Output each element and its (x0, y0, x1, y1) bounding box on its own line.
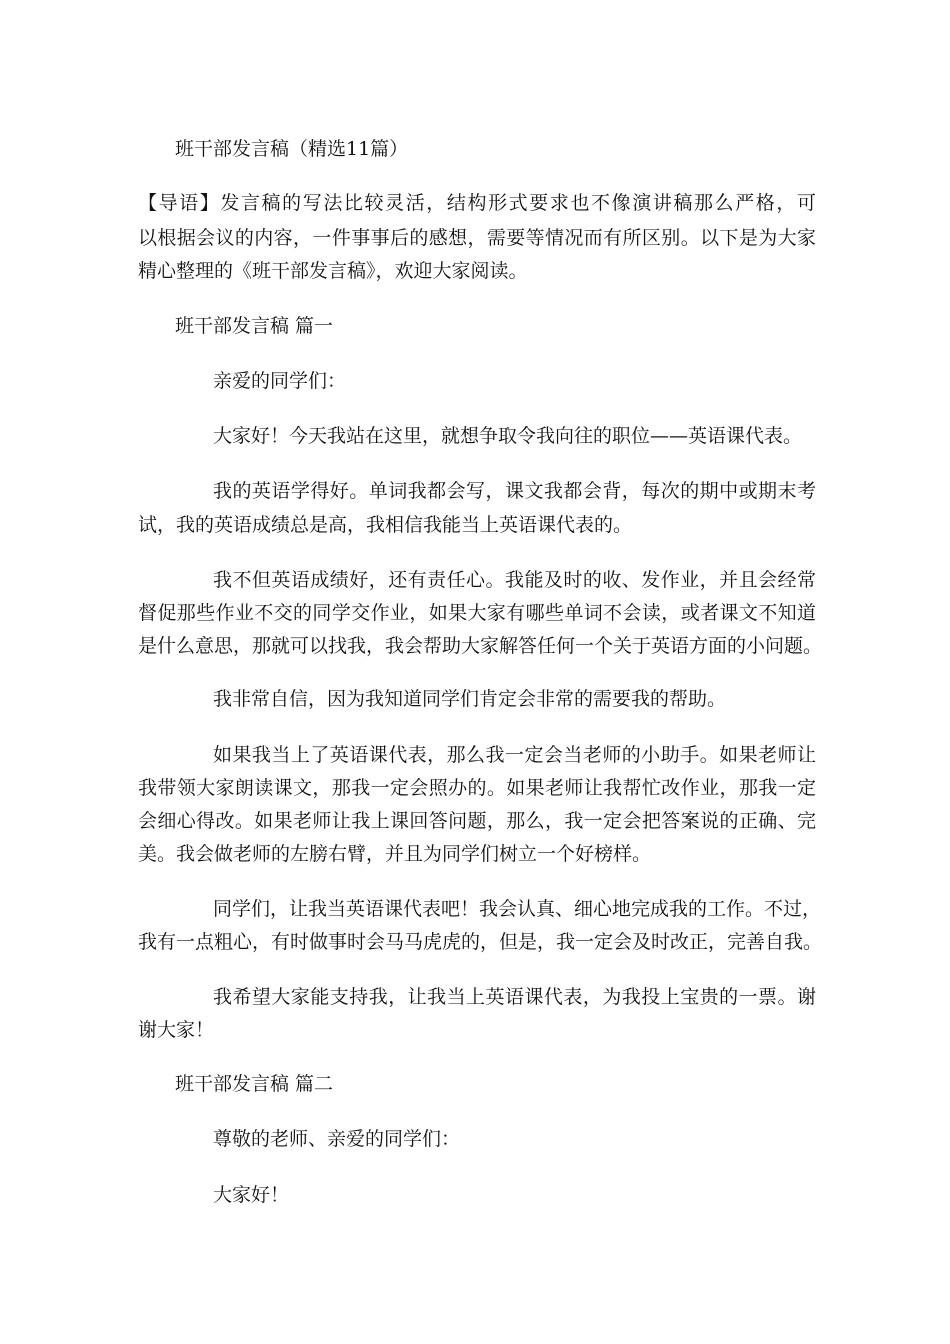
s1-paragraph-6-line-1: 同学们，让我当英语课代表吧！我会认真、细心地完成我的工作。不过， (213, 898, 822, 920)
s1-paragraph-7-line-2: 谢大家！ (138, 1019, 215, 1041)
s1-paragraph-3-line-1: 我不但英语成绩好，还有责任心。我能及时的收、发作业，并且会经常 (213, 569, 816, 591)
s1-paragraph-4: 我非常自信，因为我知道同学们肯定会非常的需要我的帮助。 (213, 688, 727, 710)
s1-paragraph-1: 大家好！今天我站在这里，就想争取令我向往的职位——英语课代表。 (213, 425, 803, 447)
s2-paragraph-1: 大家好！ (213, 1184, 290, 1206)
greeting-2: 尊敬的老师、亲爱的同学们： (213, 1128, 461, 1150)
s1-paragraph-2-line-2: 试，我的英语成绩总是高，我相信我能当上英语课代表的。 (138, 514, 633, 536)
section-heading-1: 班干部发言稿 篇一 (175, 315, 334, 337)
s1-paragraph-3-line-3: 是什么意思，那就可以找我，我会帮助大家解答任何一个关于英语方面的小问题。 (138, 635, 823, 657)
document-title: 班干部发言稿（精选11篇） (175, 138, 409, 160)
s1-paragraph-5-line-4: 美。我会做老师的左膀右臂，并且为同学们树立一个好榜样。 (138, 843, 652, 865)
intro-line-2: 以根据会议的内容，一件事事后的感想，需要等情况而有所区别。以下是为大家 (138, 227, 816, 249)
s1-paragraph-3-line-2: 督促那些作业不交的同学交作业，如果大家有哪些单词不会读，或者课文不知道 (138, 602, 816, 624)
s1-paragraph-5-line-3: 会细心得改。如果老师让我上课回答问题，那么，我一定会把答案说的正确、完 (138, 810, 816, 832)
s1-paragraph-2-line-1: 我的英语学得好。单词我都会写，课文我都会背，每次的期中或期末考 (213, 480, 816, 502)
section-heading-2: 班干部发言稿 篇二 (175, 1073, 334, 1095)
s1-paragraph-6-line-2: 我有一点粗心，有时做事时会马马虎虎的，但是，我一定会及时改正，完善自我。 (138, 931, 823, 953)
intro-line-3: 精心整理的《班干部发言稿》，欢迎大家阅读。 (138, 260, 528, 282)
greeting-1: 亲爱的同学们： (213, 370, 347, 392)
s1-paragraph-7-line-1: 我希望大家能支持我，让我当上英语课代表，为我投上宝贵的一票。谢 (213, 986, 816, 1008)
s1-paragraph-5-line-1: 如果我当上了英语课代表，那么我一定会当老师的小助手。如果老师让 (213, 744, 816, 766)
s1-paragraph-5-line-2: 我带领大家朗读课文，那我一定会照办的。如果老师让我帮忙改作业，那我一定 (138, 777, 816, 799)
intro-line-1: 【导语】发言稿的写法比较灵活，结构形式要求也不像演讲稿那么严格，可 (138, 192, 816, 214)
